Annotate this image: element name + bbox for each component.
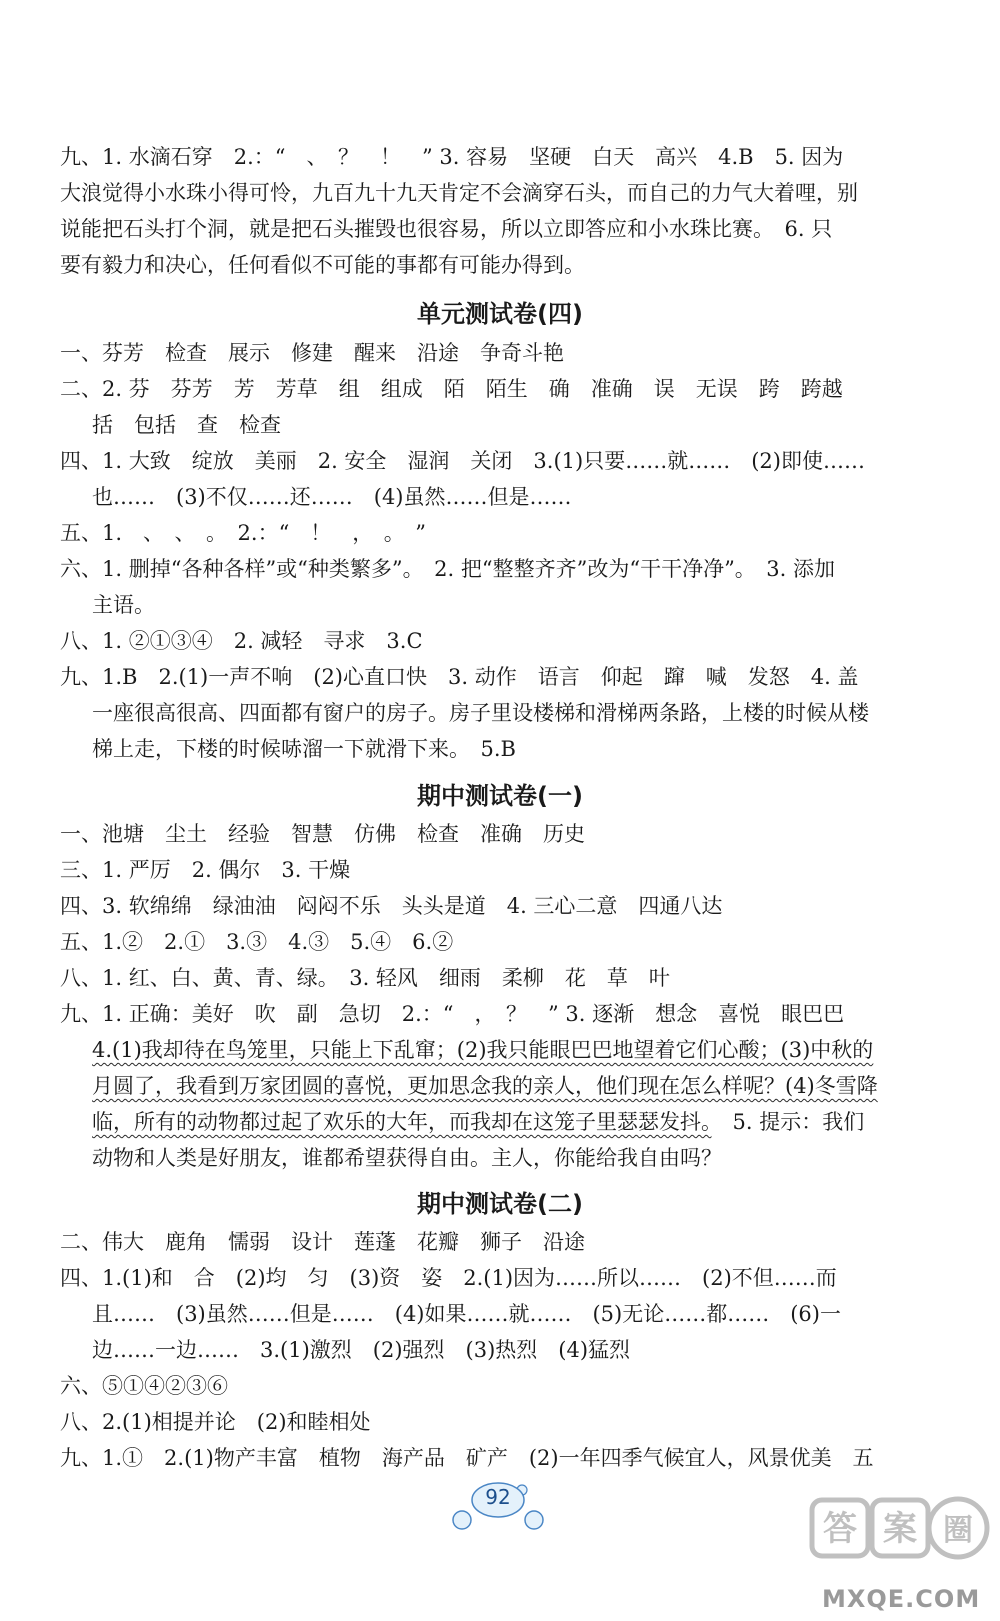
underlined-answer: 月圆了，我看到万家团圆的喜悦，更加思念我的亲人，他们现在怎么样呢？(4)冬雪降 — [92, 1074, 878, 1098]
text-line: 三、1. 严厉 2. 偶尔 3. 干燥 — [60, 858, 351, 882]
text-line: 八、1. 红、白、黄、青、绿。 3. 轻风 细雨 柔柳 花 草 叶 — [60, 966, 670, 990]
text-line: 八、2.(1)相提并论 (2)和睦相处 — [60, 1410, 371, 1434]
text-line: 主语。 — [92, 593, 155, 617]
text-line: 一、池塘 尘土 经验 智慧 仿佛 检查 准确 历史 — [60, 822, 585, 846]
text-line — [92, 1069, 940, 1103]
answer-hint: 5. 提示：我们 — [711, 1110, 865, 1134]
section-title-midterm2: 期中测试卷(二) — [417, 1190, 583, 1218]
text-line: 二、2. 芬 芬芳 芳 芳草 组 组成 陌 陌生 确 准确 误 无误 跨 跨越 — [60, 377, 843, 401]
text-line: 六、⑤①④②③⑥ — [60, 1374, 228, 1398]
text-line: 六、1. 删掉“各种各样”或“种类繁多”。 2. 把“整整齐齐”改为“干干净净”。 3. 添加 — [60, 557, 836, 581]
page-number: 92 — [485, 1485, 511, 1509]
text-line: 梯上走，下楼的时候哧溜一下就滑下来。 5.B — [92, 737, 516, 761]
text-line: 四、3. 软绵绵 绿油油 闷闷不乐 头头是道 4. 三心二意 四通八达 — [60, 894, 723, 918]
text-line: 括 包括 查 检查 — [92, 413, 281, 437]
text-line: 边……一边…… 3.(1)激烈 (2)强烈 (3)热烈 (4)猛烈 — [92, 1338, 631, 1362]
text-line: 也…… (3)不仅……还…… (4)虽然……但是…… — [92, 485, 572, 509]
text-line: 九、1. 水滴石穿 2.：“ 、 ？ ！ ” 3. 容易 坚硬 白天 高兴 4.B 5. 因为 — [60, 145, 844, 169]
text-line: 四、1.(1)和 合 (2)均 匀 (3)资 姿 2.(1)因为……所以…… (2)不但……而 — [60, 1266, 837, 1290]
text-line: 一座很高很高、四面都有窗户的房子。房子里设楼梯和滑梯两条路，上楼的时候从楼 — [92, 701, 869, 725]
text-line: 九、1.① 2.(1)物产丰富 植物 海产品 矿产 (2)一年四季气候宜人，风景优美 五 — [60, 1446, 874, 1470]
text-line: 说能把石头打个洞，就是把石头摧毁也很容易，所以立即答应和小水珠比赛。 6. 只 — [60, 217, 833, 241]
text-line: 动物和人类是好朋友，谁都希望获得自由。主人，你能给我自由吗？ — [92, 1146, 722, 1170]
text-line: 九、1. 正确：美好 吹 副 急切 2.：“ ， ？ ” 3. 逐渐 想念 喜悦 眼巴巴 — [60, 1002, 845, 1026]
text-line: 要有毅力和决心，任何看似不可能的事都有可能办得到。 — [60, 253, 585, 277]
text-line: 五、1.② 2.① 3.③ 4.③ 5.④ 6.② — [60, 930, 454, 954]
text-line — [92, 1105, 940, 1139]
text-line: 五、1. 、 、 。 2.：“ ！ ， 。 ” — [60, 521, 427, 545]
svg-text:圈: 圈 — [943, 1513, 973, 1548]
underlined-answer: 4.(1)我却待在鸟笼里，只能上下乱窜；(2)我只能眼巴巴地望着它们心酸；(3)中秋的 — [92, 1038, 874, 1062]
text-line: 二、伟大 鹿角 懦弱 设计 莲蓬 花瓣 狮子 沿途 — [60, 1230, 585, 1254]
text-line: 九、1.B 2.(1)一声不响 (2)心直口快 3. 动作 语言 仰起 蹿 喊 发怒 4. 盖 — [60, 665, 859, 689]
text-line: 且…… (3)虽然……但是…… (4)如果……就…… (5)无论……都…… (6)一 — [92, 1302, 841, 1326]
text-line — [92, 1033, 940, 1067]
text-line: 八、1. ②①③④ 2. 减轻 寻求 3.C — [60, 629, 423, 653]
section-title-midterm1: 期中测试卷(一) — [417, 782, 583, 810]
text-line: 一、芬芳 检查 展示 修建 醒来 沿途 争奇斗艳 — [60, 341, 564, 365]
underlined-answer: 临，所有的动物都过起了欢乐的大年，而我却在这笼子里瑟瑟发抖。 — [92, 1110, 712, 1134]
section-title-unit4: 单元测试卷(四) — [417, 300, 583, 328]
svg-text:案: 案 — [883, 1509, 917, 1549]
text-line: 大浪觉得小水珠小得可怜，九百九十九天肯定不会滴穿石头，而自己的力气大着哩，别 — [60, 181, 858, 205]
text-line: 四、1. 大致 绽放 美丽 2. 安全 湿润 关闭 3.(1)只要……就…… (2)即使…… — [60, 449, 865, 473]
svg-text:答: 答 — [823, 1509, 857, 1549]
watermark-text: MXQE.COM — [822, 1585, 981, 1613]
